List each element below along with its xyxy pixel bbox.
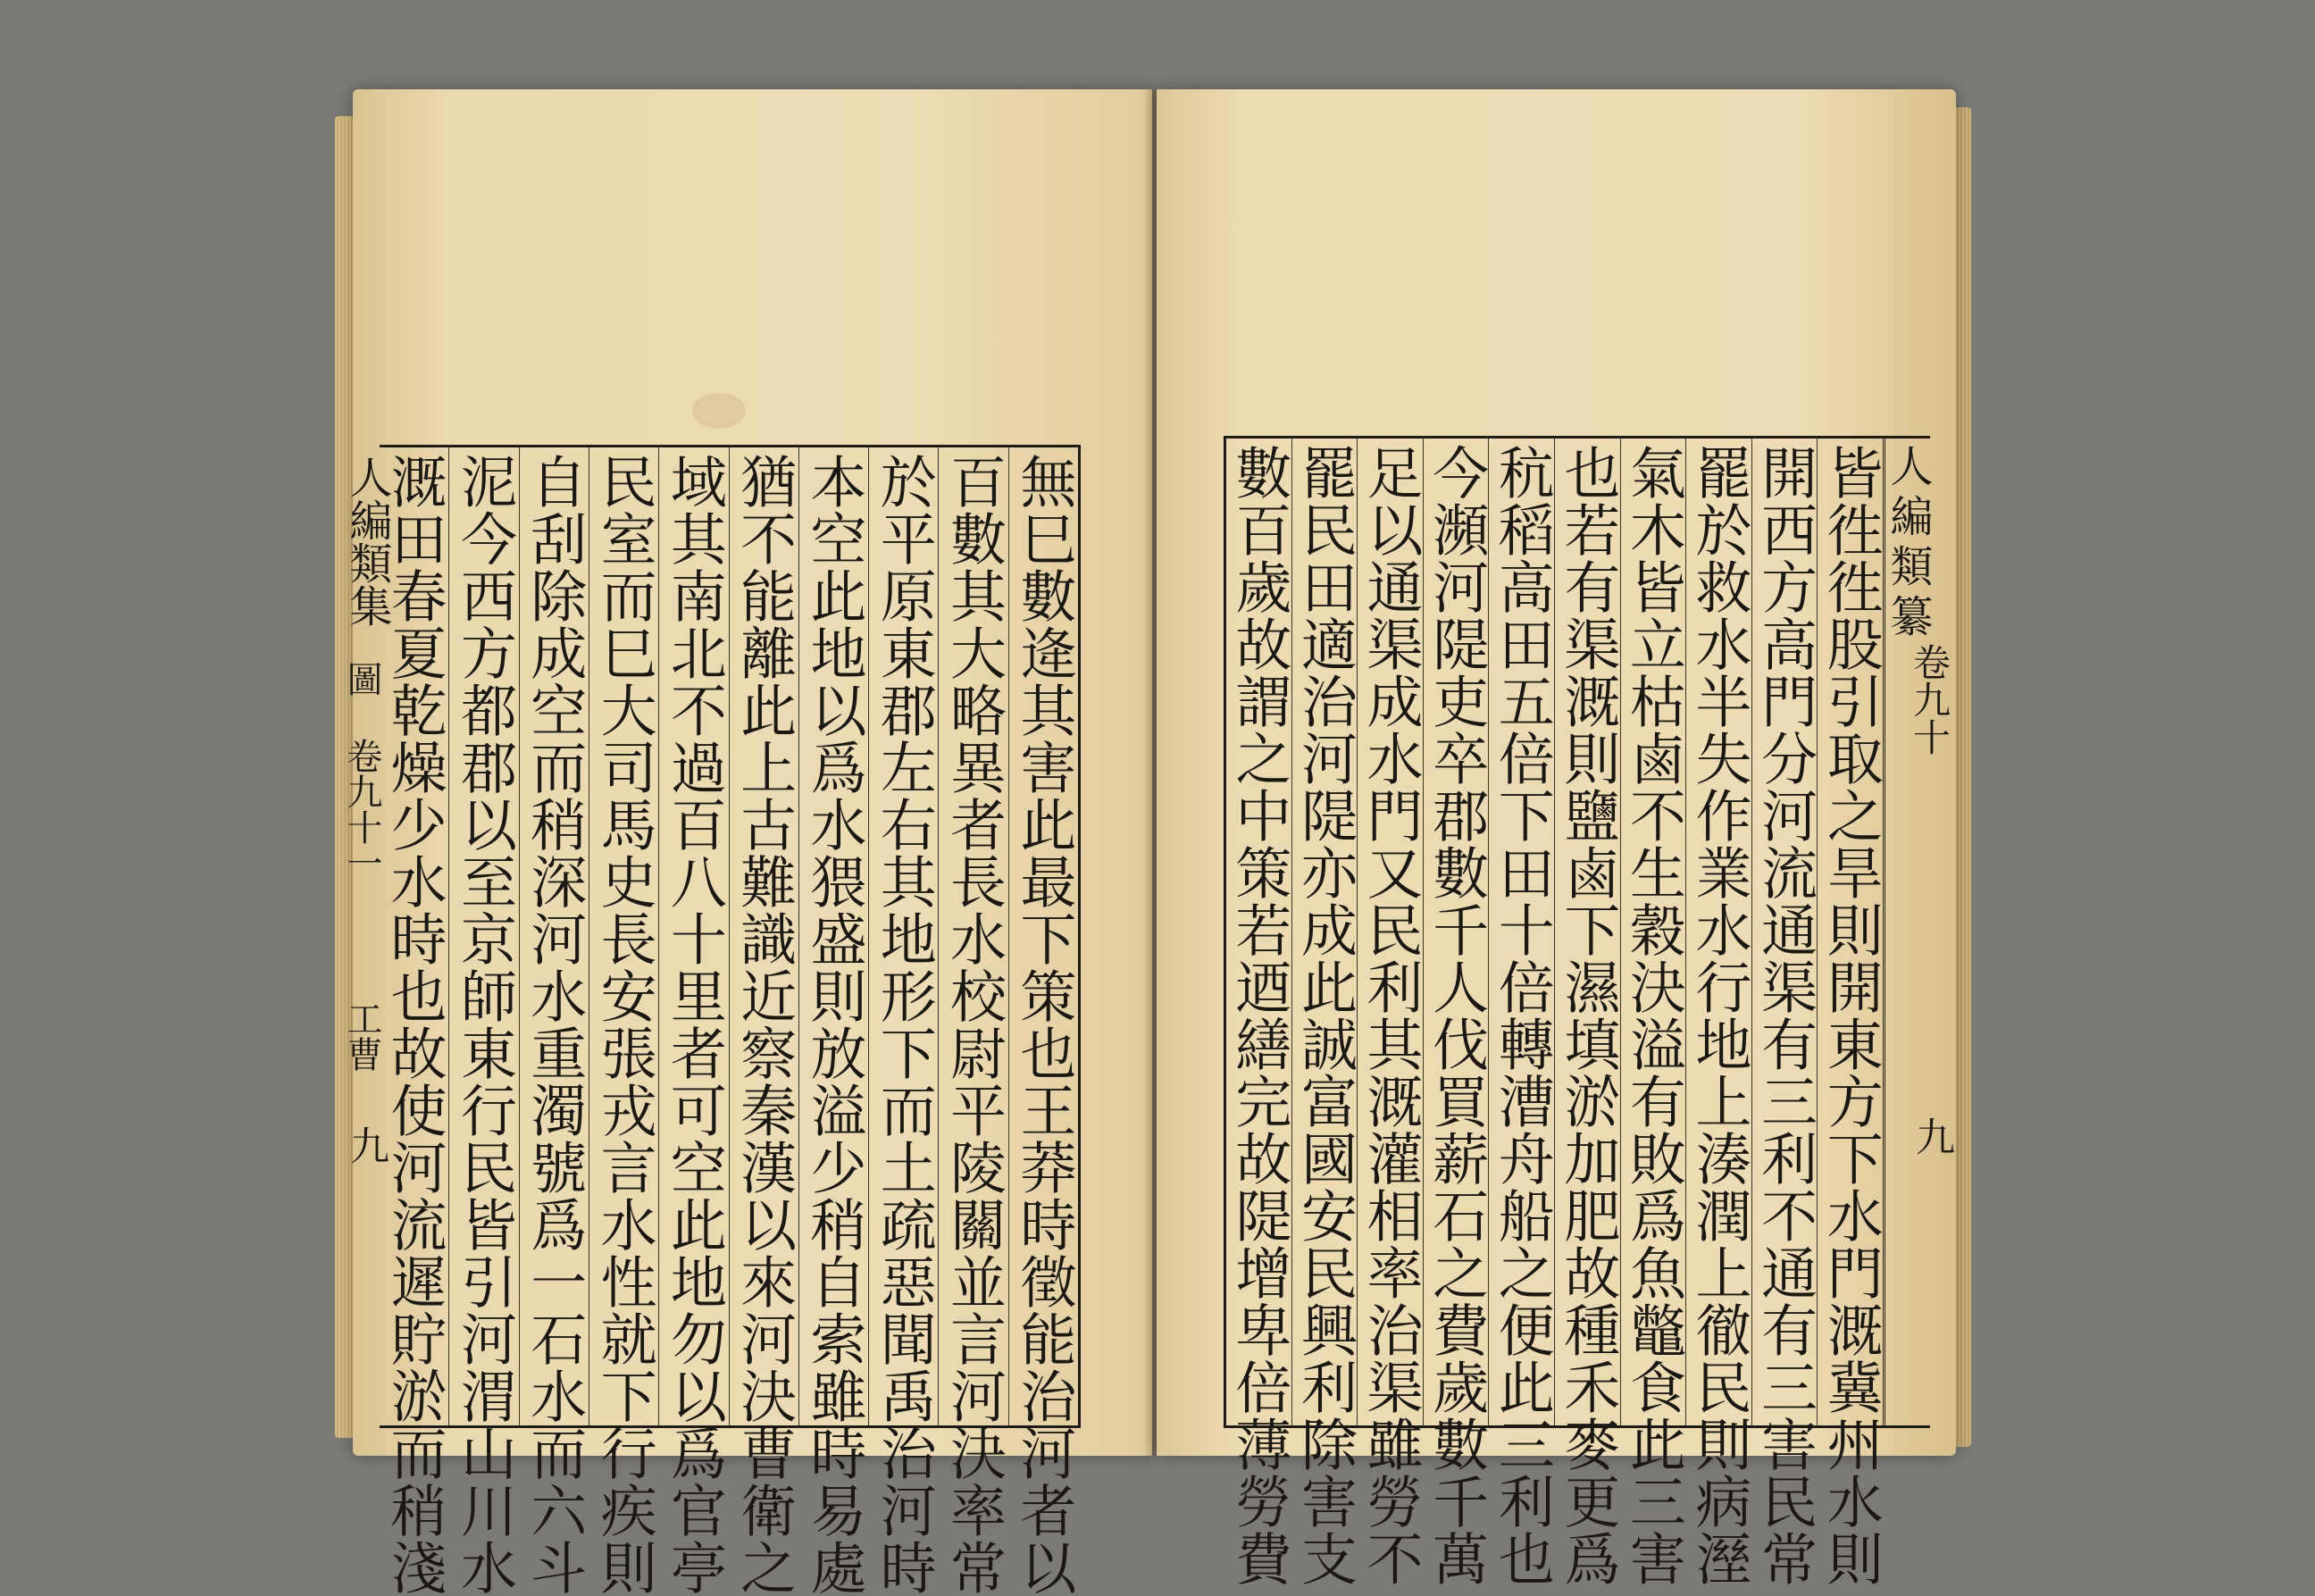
left-margin-topic: 工曹 [341,1000,382,1072]
right-margin-folio: 九 [1909,1116,1954,1156]
left-margin-title: 人編類集 [342,455,392,627]
text-column: 數百歲故謂之中策若迺繕完故隄增卑倍薄勞費 [1226,444,1292,1587]
text-column: 泥今西方都郡以至京師東行民皆引河渭山川水 [448,447,518,1425]
left-columns [380,447,1078,1596]
left-margin-section: 圖 卷九十一 [341,661,382,881]
text-column: 秔稻高田五倍下田十倍轉漕舟船之便此三利也 [1488,439,1554,1425]
right-columns [1226,439,1933,1587]
left-margin-folio: 九 [343,1125,389,1165]
right-margin-column [1883,439,1933,1425]
open-book [341,89,1956,1596]
right-page [1157,89,1956,1587]
text-column: 無巳數逄其害此最下策也王莽時徵能治河者以 [1008,447,1078,1425]
text-column: 皆徃徃股引取之旱則開東方下水門溉冀州水則 [1817,439,1883,1425]
text-column: 猶不能離此上古難識近察秦漢以來河決曹衛之 [729,447,798,1425]
left-page [341,89,1152,1596]
text-column: 罷民田適治河隄亦成此誠富國安民興利除害支 [1291,439,1358,1425]
text-column: 溉田春夏乾燥少水時也故使河流遲貯淤而稍淺 [381,453,447,1596]
text-column: 足以通渠成水門又民利其溉灌相率治渠雖勞不 [1357,439,1423,1425]
text-column: 氣木皆立枯鹵不生穀決溢有敗爲魚鼈食此三害 [1620,439,1686,1425]
text-column: 開西方高門分河流通渠有三利不通有三害民常 [1751,439,1818,1425]
ink-blot [692,393,746,429]
text-column: 罷於救水半失作業水行地上湊潤上徹民則病溼 [1685,439,1751,1425]
left-text-block [380,445,1081,1596]
text-column: 今瀕河隄吏卒郡數千人伐買薪石之費歲數千萬 [1423,439,1489,1425]
right-text-block [1224,436,1933,1587]
right-margin-title: 人編類纂 [1883,444,1933,644]
text-column: 自刮除成空而稍深河水重濁號爲一石水而六斗 [519,447,589,1425]
text-column: 也若有渠溉則鹽鹵下濕填淤加肥故種禾麥更爲 [1554,439,1620,1425]
text-column: 百數其大略異者長水校尉平陵關並言河決率常 [938,447,1007,1425]
right-margin-section: 卷九十 [1908,643,1951,756]
text-column: 於平原東郡左右其地形下而土疏惡聞禹治河時 [868,447,938,1425]
text-column: 域其南北不過百八十里者可空此地勿以爲官亭 [658,447,728,1425]
text-column: 本空此地以爲水猥盛則放溢少稍自索雖時易處 [798,447,868,1425]
text-column: 民室而巳大司馬史長安張戎言水性就下行疾則 [589,447,658,1425]
